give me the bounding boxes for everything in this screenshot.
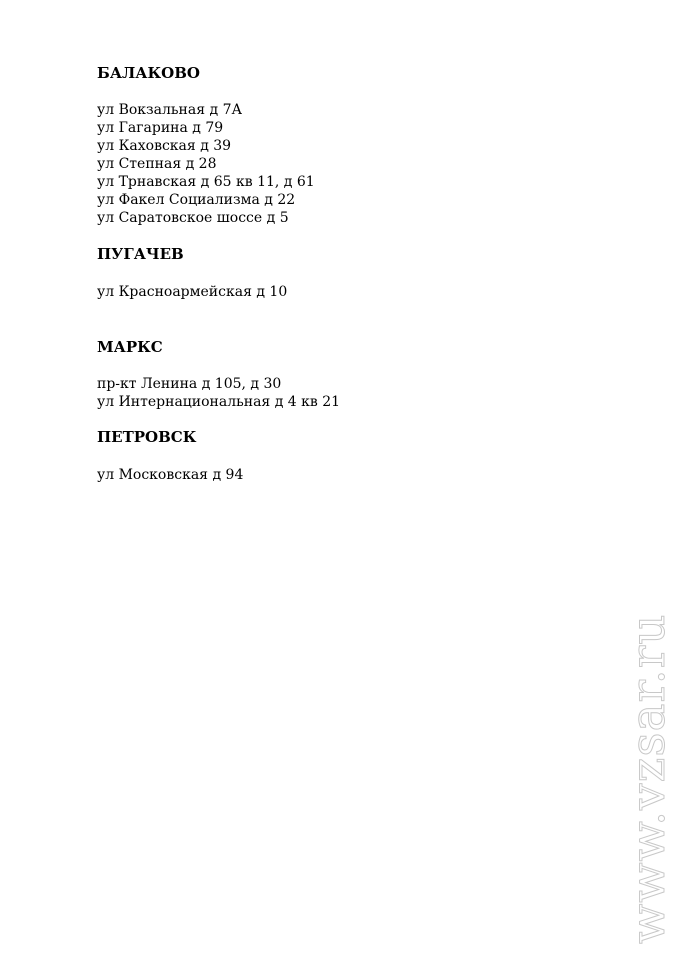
address-item: ул Факел Социализма д 22 xyxy=(97,192,296,208)
address-item: ул Трнавская д 65 кв 11, д 61 xyxy=(97,174,315,190)
address-list xyxy=(97,466,243,484)
address-list xyxy=(97,375,340,411)
city-heading: ПУГАЧЕВ xyxy=(97,245,184,263)
address-item: ул Саратовское шоссе д 5 xyxy=(97,210,289,226)
address-list xyxy=(97,283,287,301)
address-item: ул Степная д 28 xyxy=(97,156,217,172)
address-item: ул Интернациональная д 4 кв 21 xyxy=(97,394,341,410)
address-item: ул Московская д 94 xyxy=(97,467,244,483)
section-marks xyxy=(97,338,340,411)
address-item: пр-кт Ленина д 105, д 30 xyxy=(97,376,282,392)
city-heading: БАЛАКОВО xyxy=(97,64,200,82)
address-item: ул Каховская д 39 xyxy=(97,138,232,154)
address-list xyxy=(97,101,315,227)
city-heading: МАРКС xyxy=(97,338,163,356)
section-balakovo xyxy=(97,64,315,227)
address-item: ул Гагарина д 79 xyxy=(97,120,224,136)
section-petrovsk xyxy=(97,428,243,484)
section-pugachev xyxy=(97,245,287,301)
address-item: ул Красноармейская д 10 xyxy=(97,284,288,300)
address-item: ул Вокзальная д 7А xyxy=(97,102,243,118)
watermark: www.vzsar.ru xyxy=(621,613,676,944)
city-heading: ПЕТРОВСК xyxy=(97,428,197,446)
